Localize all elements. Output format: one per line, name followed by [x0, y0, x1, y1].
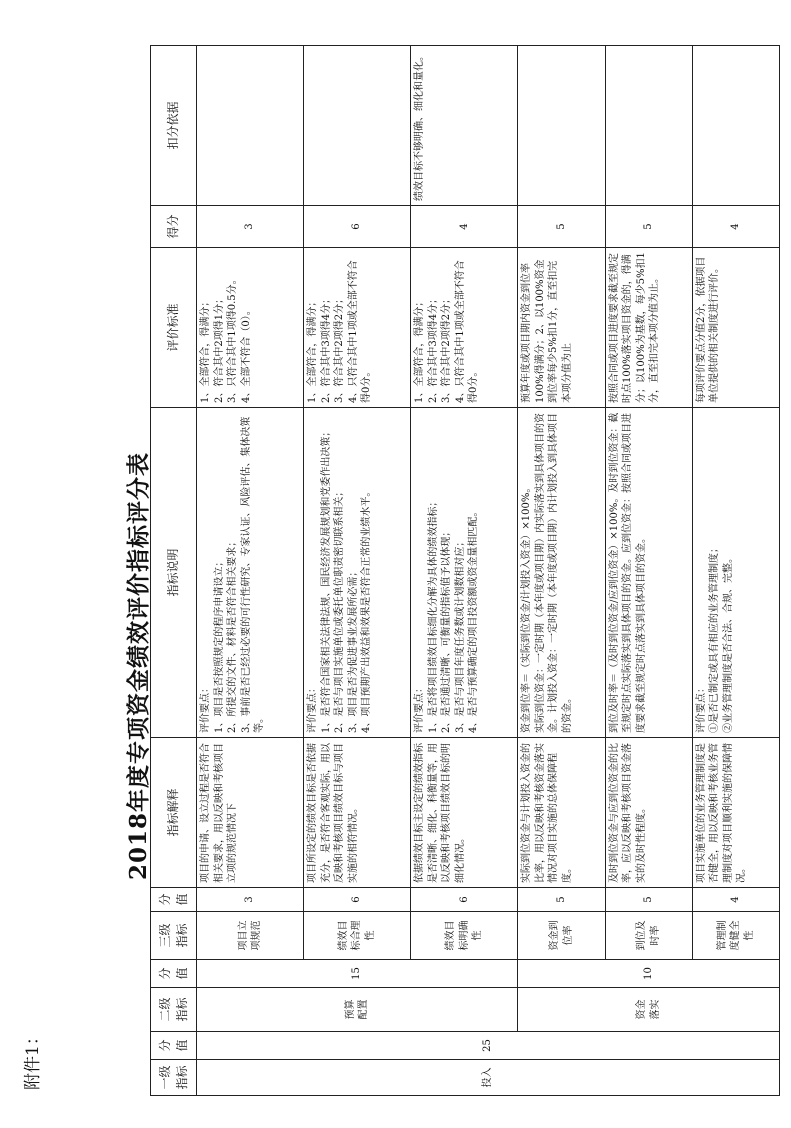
level1-score: 25	[197, 1032, 780, 1060]
level3-score: 3	[197, 888, 304, 912]
description-cell: 资金到位率＝（实际到位资金/计划投入资金）×100%。 实际到位资金：一定时期（本年度或项目期）内实际落实到具体项目的资金。计划投入资金：一定时期（本年度或项目期）内计划投入到具体项目的资金。	[518, 408, 605, 738]
description-cell: 评价要点： ①是否已制定或具有相应的业务管理制度； ②业务管理制度是否合法、合规、完整。	[692, 408, 779, 738]
table-row	[605, 46, 692, 1096]
header-score1: 分值	[151, 1032, 197, 1060]
table-row	[518, 46, 605, 1096]
score-table	[150, 45, 780, 1096]
level2-name: 预算 配置	[197, 988, 518, 1032]
header-level1: 一级 指标	[151, 1060, 197, 1096]
criteria-cell: 1、全部符合，得满分； 2、符合其中3项得4分； 3、符合其中2项得2分； 4、只符合其中1项或全部不符合得0分。	[304, 248, 411, 408]
got-score-cell: 5	[518, 206, 605, 248]
level3-score: 4	[692, 888, 779, 912]
description-cell: 评价要点： 1、项目是否按照规定的程序申请设立； 2、所提交的文件、材料是否符合相关要求； 3、事前是否已经过必要的可行性研究、专家认证、风险评估、集体决策等。	[197, 408, 304, 738]
explanation-cell: 及时到位资金与应到位资金的比率，应以反映和考核项目资金落实的及时性程度。	[605, 738, 692, 888]
explanation-cell: 实际到位资金与计划投入资金的比率，用以反映和考核资金落实情况对项目实施的总体保障程度。	[518, 738, 605, 888]
header-score2: 分值	[151, 960, 197, 988]
got-score-cell: 4	[411, 206, 518, 248]
explanation-cell: 项目所设定的绩效目标是否依据充分，是否符合客观实际，用以反映和考核项目绩效目标与项目实施的相符情况。	[304, 738, 411, 888]
header-explanation: 指标解释	[151, 738, 197, 888]
level2-score: 10	[518, 960, 780, 988]
header-row	[151, 46, 197, 1096]
explanation-cell: 依据绩效目标主设定的绩效指标是否清晰、细化、科衡量等，用以反映和考核项目绩效目标的明细化情况。	[411, 738, 518, 888]
table-row	[197, 46, 304, 1096]
score-table-container	[150, 46, 780, 1096]
explanation-cell: 项目实施单位的业务管理制度是否健全，用以反映和考核业务管理制度对项目顺利实施的保障情况。	[692, 738, 779, 888]
description-cell: 评价要点： 1、是否将项目绩效目标细化分解为具体的绩效指标； 2、是否通过清晰、可衡量的指标值予以体现； 3、是否与项目年度任务数或计划数相对应； 4、是否与预算确定的项目投资额或资金量相匹配。	[411, 408, 518, 738]
got-score-cell: 6	[304, 206, 411, 248]
explanation-cell: 项目的申请、设立过程是否符合相关要求，用以反映和考核项目立项的规范情况下	[197, 738, 304, 888]
got-score-cell: 3	[197, 206, 304, 248]
header-description: 指标说明	[151, 408, 197, 738]
criteria-cell: 每项评价要点分值2分，依据项目单位提供的相关制度进行评价。	[692, 248, 779, 408]
header-level3: 三级 指标	[151, 912, 197, 960]
criteria-cell: 预算年度或项目期内资金到位率100%得满分；2、以100%资金到位率每少5%扣1分，直至扣完本项分值为止	[518, 248, 605, 408]
deduction-cell	[197, 46, 304, 206]
criteria-cell: 按照合同或项目进度要求截至规定时点100%落实项目资金的，得满分；以100%为基数，每少5%扣1分，直至扣完本项分值为止。	[605, 248, 692, 408]
deduction-cell	[304, 46, 411, 206]
header-score3: 分 值	[151, 888, 197, 912]
level3-score: 5	[605, 888, 692, 912]
deduction-cell	[605, 46, 692, 206]
table-row	[304, 46, 411, 1096]
header-got: 得分	[151, 206, 197, 248]
description-cell: 评价要点： 1、是否符合国家相关法律法规、国民经济发展规划和党委作出决策； 2、是否与项目实施单位或委托单位职责密切联系相关； 3、项目是否为促进事业发展所必需； 4、项目预期产出效益和效果是否符合正常的业绩水平。	[304, 408, 411, 738]
header-deduction: 扣分依据	[151, 46, 197, 206]
table-row	[411, 46, 518, 1096]
level1-name: 投入	[197, 1060, 780, 1096]
table-row	[692, 46, 779, 1096]
deduction-cell	[692, 46, 779, 206]
page-title: 2018年度专项资金绩效评价指标评分表	[125, 451, 152, 880]
level3-name: 到位及 时率	[605, 912, 692, 960]
criteria-cell: 1、全部符合，得满分； 2、符合其中2项得1分； 3、只符合其中1项得0.5分。 4、全部不符合（0）。	[197, 248, 304, 408]
level3-score: 5	[518, 888, 605, 912]
level3-name: 管理制 度健全 性	[692, 912, 779, 960]
deduction-cell: 绩效目标不够明确、细化和量化。	[411, 46, 518, 206]
level3-name: 资金到 位率	[518, 912, 605, 960]
header-level2: 二级 指标	[151, 988, 197, 1032]
attachment-label: 附件1：	[23, 1028, 43, 1090]
level3-name: 项目立 项规范	[197, 912, 304, 960]
got-score-cell: 4	[692, 206, 779, 248]
deduction-cell	[518, 46, 605, 206]
level2-name: 资金 落实	[518, 988, 780, 1032]
level3-score: 6	[304, 888, 411, 912]
level3-name: 绩效目 标合理 性	[304, 912, 411, 960]
criteria-cell: 1、全部符合，得满分； 2、符合其中3项得4分； 3、符合其中2项得2分； 4、只符合其中1项或全部不符合得0分。	[411, 248, 518, 408]
level2-score: 15	[197, 960, 518, 988]
header-criteria: 评价标准	[151, 248, 197, 408]
level3-score: 6	[411, 888, 518, 912]
got-score-cell: 5	[605, 206, 692, 248]
level3-name: 绩效目 标明确 性	[411, 912, 518, 960]
description-cell: 到位及时率＝（及时到位资金/应到位资金）×100%。及时到位资金：截至规定时点实际落实到具体项目的资金。应到位资金：按照合同或项目进度要求截至规定时点落实到具体项目的资金。	[605, 408, 692, 738]
